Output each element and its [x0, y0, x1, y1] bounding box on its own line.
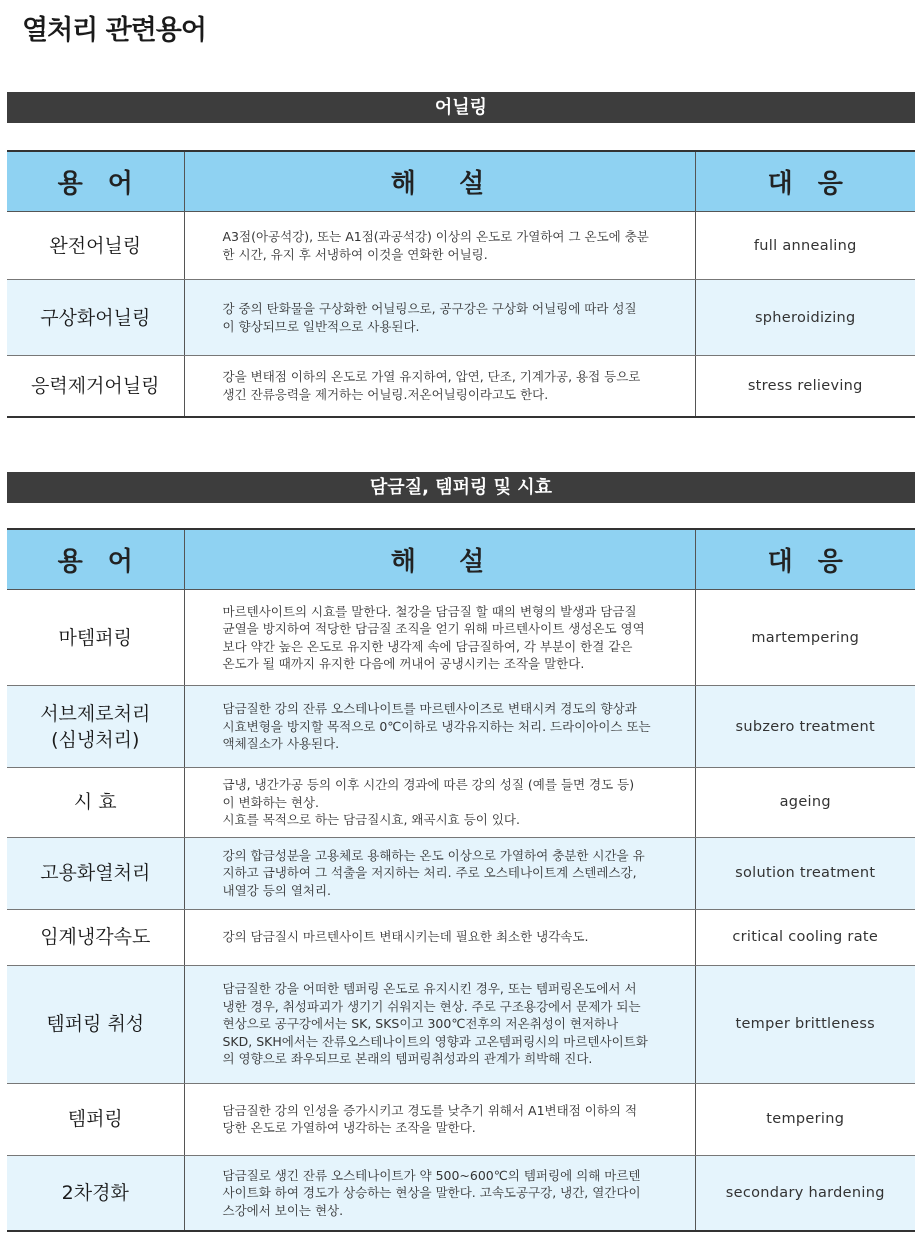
section-title: 담금질, 템퍼링 및 시효	[7, 472, 915, 503]
section-quenching	[7, 472, 915, 1232]
description-line: 내열강 등의 열처리.	[222, 882, 332, 898]
section-annealing	[7, 92, 915, 418]
english-term-cell: ageing	[695, 768, 915, 838]
table-row	[7, 212, 915, 280]
description-line: 당한 온도로 가열하여 냉각하는 조작을 말한다.	[222, 1120, 476, 1135]
description-cell	[184, 837, 695, 909]
term-cell	[7, 768, 184, 838]
header-description: 해 설	[184, 151, 695, 212]
english-term-cell: critical cooling rate	[695, 909, 915, 965]
term-cell	[7, 837, 184, 909]
term-text: 서브제로처리	[40, 702, 151, 725]
description-line: A3점(아공석강), 또는 A1점(과공석강) 이상의 온도로 가열하여 그 온도에 충분	[222, 229, 649, 244]
page-title: 열처리 관련용어	[22, 15, 206, 46]
term-cell	[7, 909, 184, 965]
description-line: 한 시간, 유지 후 서냉하여 이것을 연화한 어닐링.	[222, 246, 488, 262]
table-row	[7, 280, 915, 356]
english-term-cell: subzero treatment	[695, 686, 915, 768]
header-term: 용 어	[7, 529, 184, 590]
description-cell	[184, 686, 695, 768]
table-body	[7, 590, 915, 1232]
description-line: 균열을 방지하여 적당한 담금질 조직을 얻기 위해 마르텐사이트 생성온도 영역	[222, 621, 645, 636]
description-line: 강 중의 탄화물을 구상화한 어닐링으로, 공구강은 구상화 어닐링에 따라 성질	[222, 301, 637, 316]
description-cell	[184, 590, 695, 686]
header-equivalent: 대 응	[695, 529, 915, 590]
description-line: 보다 약간 높은 온도로 유지한 냉각제 속에 담금질하여, 각 부분이 한결 같은	[222, 638, 633, 654]
description-line: 의 영향으로 좌우되므로 본래의 템퍼링취성과의 관계가 희박해 진다.	[222, 1051, 593, 1067]
term-text: 임계냉각속도	[40, 926, 151, 948]
english-term-cell: temper brittleness	[695, 965, 915, 1083]
table-row	[7, 965, 915, 1083]
table-row	[7, 1155, 915, 1231]
table-body	[7, 212, 915, 417]
term-text: 시 효	[73, 791, 117, 814]
table-header-row	[7, 151, 915, 212]
terms-table	[7, 150, 915, 418]
term-cell	[7, 280, 184, 356]
description-cell	[184, 965, 695, 1083]
english-term-cell: solution treatment	[695, 837, 915, 909]
table-row	[7, 837, 915, 909]
table-row	[7, 768, 915, 838]
header-description: 해 설	[184, 529, 695, 590]
description-cell	[184, 909, 695, 965]
term-cell	[7, 212, 184, 280]
table-row	[7, 909, 915, 965]
description-cell	[184, 768, 695, 838]
terms-table	[7, 528, 915, 1232]
term-text: 고용화열처리	[40, 862, 151, 884]
term-cell	[7, 1155, 184, 1231]
description-line: 스강에서 보이는 현상.	[222, 1202, 344, 1218]
english-term-cell: full annealing	[695, 212, 915, 280]
term-cell	[7, 590, 184, 686]
table-row	[7, 686, 915, 768]
description-line: 담금질한 강의 인성을 증가시키고 경도를 낮추기 위해서 A1변태점 이하의 적	[222, 1102, 638, 1118]
term-cell	[7, 1083, 184, 1155]
term-cell	[7, 356, 184, 417]
description-line: 강의 담금질시 마르텐사이트 변태시키는데 필요한 최소한 냉각속도.	[222, 929, 589, 945]
description-line: SKD, SKH에서는 잔류오스테나이트의 영향과 고온템퍼링시의 마르텐사이트화	[222, 1033, 648, 1049]
term-cell	[7, 686, 184, 768]
term-text: 템퍼링 취성	[46, 1013, 145, 1035]
description-line: 강의 합금성분을 고용체로 용해하는 온도 이상으로 가열하여 충분한 시간을 유	[222, 847, 645, 863]
description-line: 사이트화 하여 경도가 상승하는 현상을 말한다. 고속도공구강, 냉간, 열간다이	[222, 1185, 641, 1200]
term-text: 템퍼링	[67, 1108, 123, 1130]
description-line: 냉한 경우, 취성파괴가 생기기 쉬워지는 현상. 주로 구조용강에서 문제가 되는	[222, 998, 641, 1014]
term-text: 응력제거어닐링	[31, 374, 160, 397]
term-text: 완전어닐링	[49, 234, 142, 257]
header-equivalent: 대 응	[695, 151, 915, 212]
description-line: 생긴 잔류응력을 제거하는 어닐링.저온어닐링이라고도 한다.	[222, 386, 549, 402]
term-text: 구상화어닐링	[40, 306, 151, 329]
term-text: 2차경화	[61, 1181, 129, 1204]
description-line: 현상으로 공구강에서는 SK, SKS이고 300℃전후의 저온취성이 현저하나	[222, 1016, 619, 1032]
table-row	[7, 356, 915, 417]
description-line: 시효변형을 방지할 목적으로 0℃이하로 냉각유지하는 처리. 드라이아이스 또는	[222, 718, 651, 734]
english-term-cell: martempering	[695, 590, 915, 686]
description-line: 이 변화하는 현상.	[222, 794, 319, 810]
term-cell	[7, 965, 184, 1083]
description-line: 온도가 될 때까지 유지한 다음에 꺼내어 공냉시키는 조작을 말한다.	[222, 656, 585, 671]
description-line: 담금질한 강의 잔류 오스테나이트를 마르텐사이즈로 변태시켜 경도의 향상과	[222, 701, 637, 717]
description-line: 담금질로 생긴 잔류 오스테나이트가 약 500~600℃의 템퍼링에 의해 마르텐	[222, 1167, 641, 1183]
description-line: 강을 변태점 이하의 온도로 가열 유지하여, 압연, 단조, 기계가공, 용접 등으로	[222, 369, 641, 385]
description-line: 담금질한 강을 어떠한 템퍼링 온도로 유지시킨 경우, 또는 템퍼링온도에서 서	[222, 981, 637, 997]
term-text: 마템퍼링	[58, 626, 132, 649]
description-line: 액체질소가 사용된다.	[222, 736, 340, 752]
table-row	[7, 1083, 915, 1155]
english-term-cell: secondary hardening	[695, 1155, 915, 1231]
section-title: 어닐링	[7, 92, 915, 123]
description-cell	[184, 1155, 695, 1231]
description-cell	[184, 1083, 695, 1155]
description-cell	[184, 212, 695, 280]
description-line: 이 향상되므로 일반적으로 사용된다.	[222, 318, 420, 334]
description-line: 시효를 목적으로 하는 담금질시효, 왜곡시효 등이 있다.	[222, 812, 520, 827]
english-term-cell: spheroidizing	[695, 280, 915, 356]
description-line: 급냉, 냉간가공 등의 이후 시간의 경과에 따른 강의 성질 (예를 들면 경도 등)	[222, 777, 635, 792]
english-term-cell: tempering	[695, 1083, 915, 1155]
header-term: 용 어	[7, 151, 184, 212]
description-cell	[184, 280, 695, 356]
description-line: 지하고 급냉하여 그 석출을 저지하는 처리. 주로 오스테나이트계 스텐레스강,	[222, 865, 637, 881]
english-term-cell: stress relieving	[695, 356, 915, 417]
description-line: 마르텐사이트의 시효를 말한다. 철강을 담금질 할 때의 변형의 발생과 담금질	[222, 603, 637, 619]
table-header-row	[7, 529, 915, 590]
table-row	[7, 590, 915, 686]
term-text: (심냉처리)	[51, 728, 140, 751]
description-cell	[184, 356, 695, 417]
